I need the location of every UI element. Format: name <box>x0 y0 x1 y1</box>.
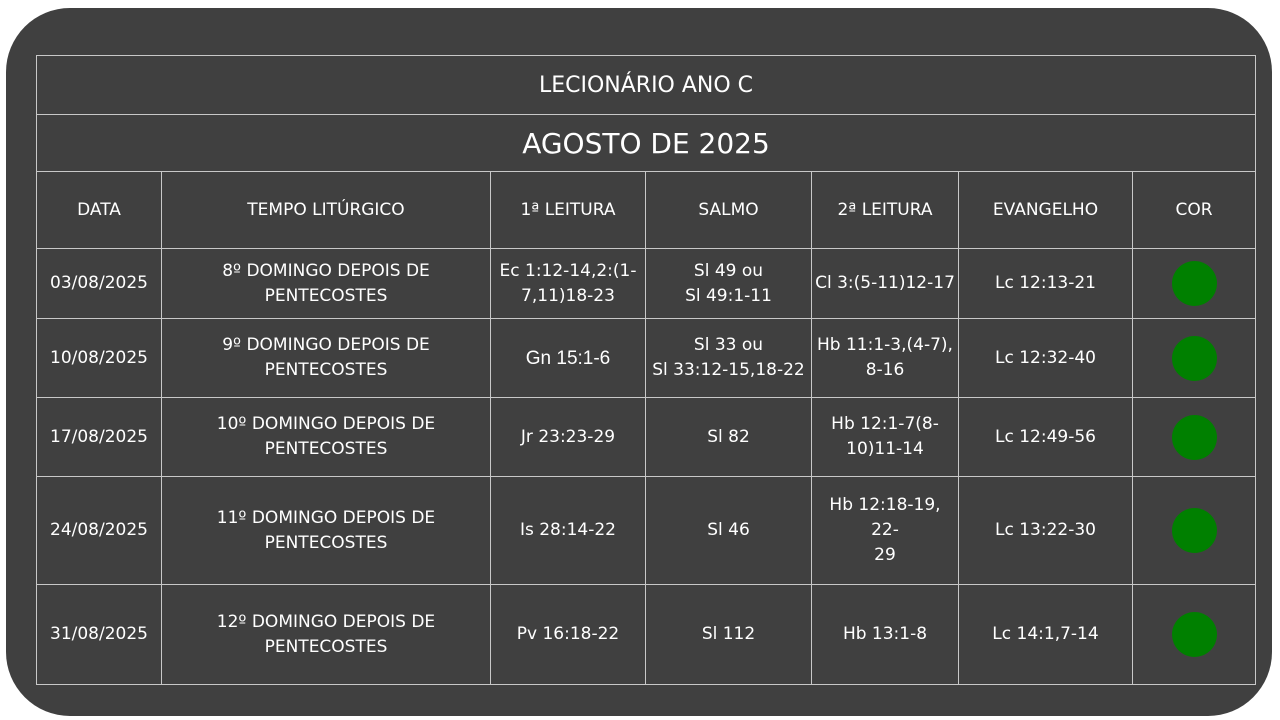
cell-leitura1: Is 28:14-22 <box>491 477 646 585</box>
lectionary-table <box>36 55 1256 685</box>
cell-leitura2: Hb 12:18-19, 22- 29 <box>812 477 959 585</box>
cell-data: 10/08/2025 <box>37 319 162 398</box>
cell-cor <box>1133 319 1256 398</box>
green-color-dot <box>1172 508 1217 553</box>
cell-cor <box>1133 249 1256 319</box>
month-title: AGOSTO DE 2025 <box>37 115 1256 172</box>
cell-evangelho: Lc 13:22-30 <box>959 477 1133 585</box>
table-title: LECIONÁRIO ANO C <box>37 56 1256 115</box>
cell-leitura2: Hb 11:1-3,(4-7), 8-16 <box>812 319 959 398</box>
cell-salmo: Sl 49 ou Sl 49:1-11 <box>646 249 812 319</box>
table-row <box>37 319 1256 398</box>
table-row <box>37 249 1256 319</box>
cell-leitura1: Gn 15:1-6 <box>491 319 646 398</box>
cell-data: 17/08/2025 <box>37 398 162 477</box>
table-row <box>37 585 1256 685</box>
cell-cor <box>1133 585 1256 685</box>
cell-evangelho: Lc 14:1,7-14 <box>959 585 1133 685</box>
cell-evangelho: Lc 12:32-40 <box>959 319 1133 398</box>
cell-leitura1: Jr 23:23-29 <box>491 398 646 477</box>
cell-evangelho: Lc 12:13-21 <box>959 249 1133 319</box>
slide-background <box>6 8 1272 716</box>
cell-salmo: Sl 46 <box>646 477 812 585</box>
cell-cor <box>1133 398 1256 477</box>
cell-tempo: 12º DOMINGO DEPOIS DE PENTECOSTES <box>162 585 491 685</box>
cell-data: 03/08/2025 <box>37 249 162 319</box>
green-color-dot <box>1172 336 1217 381</box>
header-salmo: SALMO <box>646 172 812 249</box>
cell-salmo: Sl 33 ou Sl 33:12-15,18-22 <box>646 319 812 398</box>
cell-tempo: 11º DOMINGO DEPOIS DE PENTECOSTES <box>162 477 491 585</box>
table-row <box>37 477 1256 585</box>
cell-data: 24/08/2025 <box>37 477 162 585</box>
header-data: DATA <box>37 172 162 249</box>
green-color-dot <box>1172 415 1217 460</box>
header-tempo: TEMPO LITÚRGICO <box>162 172 491 249</box>
cell-tempo: 8º DOMINGO DEPOIS DE PENTECOSTES <box>162 249 491 319</box>
cell-leitura1: Pv 16:18-22 <box>491 585 646 685</box>
cell-cor <box>1133 477 1256 585</box>
cell-data: 31/08/2025 <box>37 585 162 685</box>
header-leitura1: 1ª LEITURA <box>491 172 646 249</box>
cell-evangelho: Lc 12:49-56 <box>959 398 1133 477</box>
cell-salmo: Sl 112 <box>646 585 812 685</box>
cell-leitura1: Ec 1:12-14,2:(1- 7,11)18-23 <box>491 249 646 319</box>
cell-tempo: 10º DOMINGO DEPOIS DE PENTECOSTES <box>162 398 491 477</box>
cell-leitura2: Hb 13:1-8 <box>812 585 959 685</box>
cell-tempo: 9º DOMINGO DEPOIS DE PENTECOSTES <box>162 319 491 398</box>
green-color-dot <box>1172 261 1217 306</box>
cell-leitura2: Hb 12:1-7(8- 10)11-14 <box>812 398 959 477</box>
cell-salmo: Sl 82 <box>646 398 812 477</box>
table-row <box>37 398 1256 477</box>
green-color-dot <box>1172 612 1217 657</box>
cell-leitura2: Cl 3:(5-11)12-17 <box>812 249 959 319</box>
header-leitura2: 2ª LEITURA <box>812 172 959 249</box>
header-evangelho: EVANGELHO <box>959 172 1133 249</box>
header-cor: COR <box>1133 172 1256 249</box>
